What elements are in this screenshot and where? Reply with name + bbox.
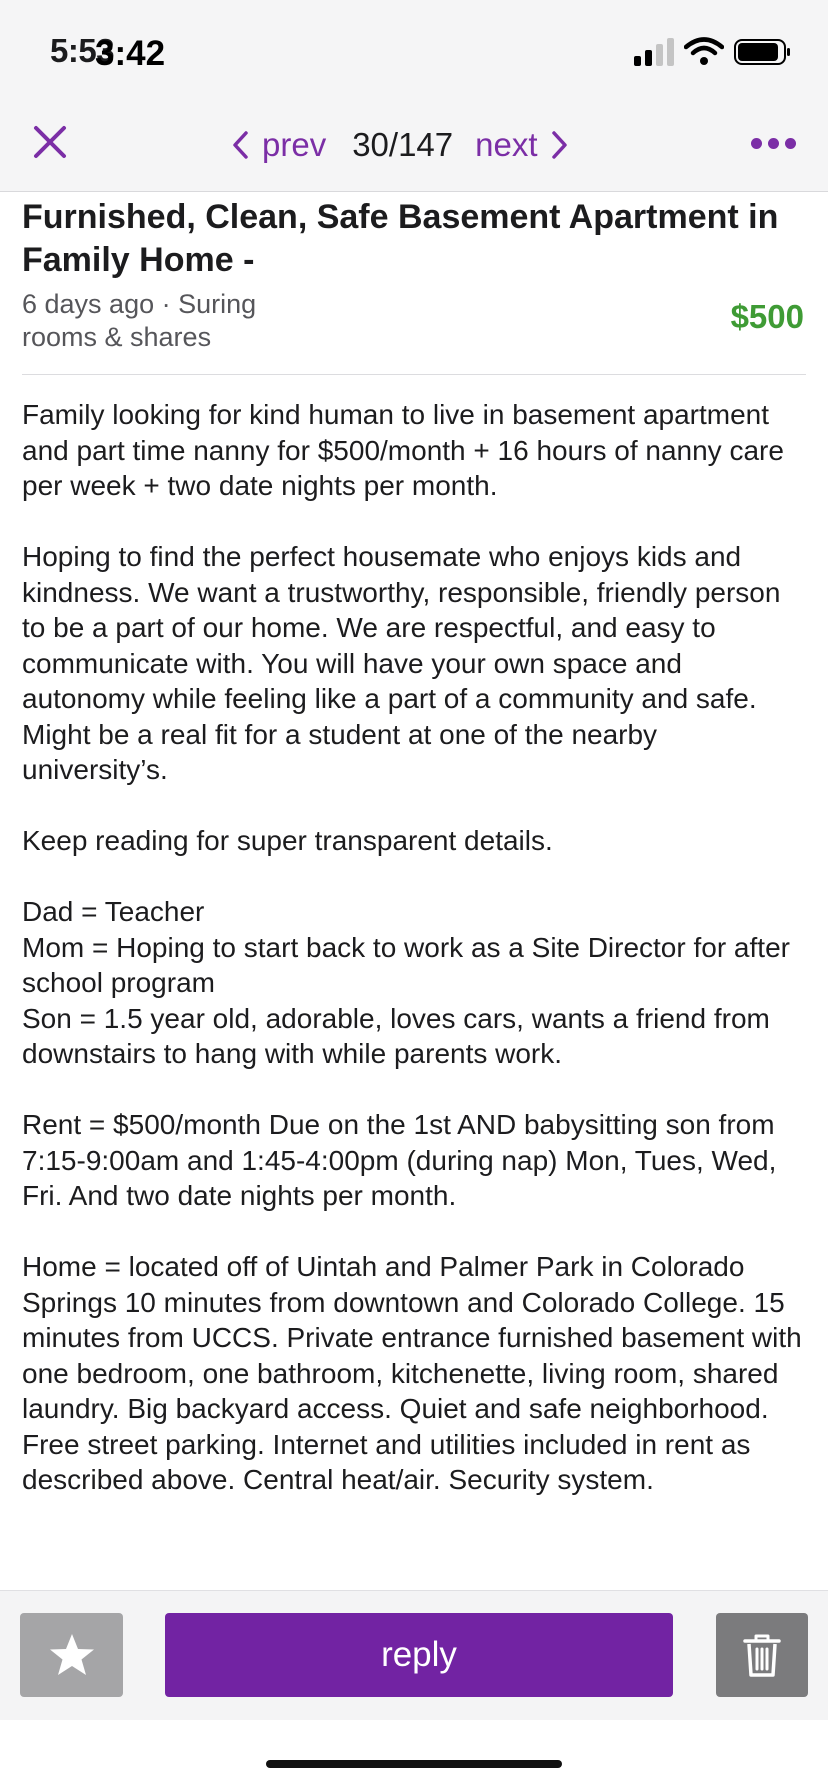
prev-label: prev (262, 126, 327, 163)
prev-button[interactable] (232, 126, 326, 164)
body-paragraph: Rent = $500/month Due on the 1st AND babysitting son from 7:15-9:00am and 1:45-4:00pm (during nap) Mon, Tues, Wed, Fri. And two date nights per month. (22, 1109, 777, 1211)
body-paragraph: Hoping to find the perfect housemate who enjoys kids and kindness. We want a trustworthy, responsible, friendly person to be a part of our home. We are respectful, and easy to communicate with. You will have your own space and autonomy while feeling like a part of a community and safe. Might be a real fit for a student at one of the nearby university’s. (22, 541, 781, 785)
battery-icon (734, 38, 792, 66)
chevron-left-icon (232, 131, 248, 159)
status-time-overlay: 3:42 (95, 34, 166, 73)
body-paragraph: Home = located off of Uintah and Palmer Park in Colorado Springs 10 minutes from downtown and Colorado College. 15 minutes from UCCS. Private entrance furnished basement with one bedroom, one bathroom, kitchenette, living room, shared laundry. Big backyard access. Quiet and safe neighborhood. Free street parking. Internet and utilities included in rent as described above. Central heat/air. Security system. (22, 1251, 802, 1495)
wifi-icon (684, 36, 724, 66)
listing-body (22, 397, 806, 1498)
body-paragraph: Family looking for kind human to live in basement apartment and part time nanny for $500/month + 16 hours of nanny care per week + two date nights per month. (22, 399, 784, 501)
listing-meta (22, 288, 322, 354)
divider (22, 374, 806, 375)
star-icon (48, 1632, 96, 1678)
status-time: 5:53 (50, 32, 115, 69)
close-icon[interactable] (30, 122, 70, 162)
reply-button[interactable]: reply (165, 1613, 673, 1697)
next-label: next (475, 126, 538, 163)
status-bar (0, 0, 828, 100)
listing-title: Furnished, Clean, Safe Basement Apartment in Family Home - (22, 198, 779, 279)
next-button[interactable] (475, 126, 567, 164)
body-line: Mom = Hoping to start back to work as a Site Director for after school program (22, 931, 790, 998)
action-bar (0, 1590, 828, 1720)
body-line: Son = 1.5 year old, adorable, loves cars, wants a friend from downstairs to hang with while parents work. (22, 1002, 770, 1069)
favorite-button[interactable] (20, 1613, 123, 1697)
listing-meta-row (22, 288, 806, 358)
cellular-signal-icon (634, 36, 674, 66)
delete-button[interactable] (716, 1613, 808, 1697)
body-line: Dad = Teacher (22, 896, 205, 927)
trash-icon (742, 1632, 782, 1678)
pager (232, 122, 568, 168)
listing-price: $500 (730, 298, 804, 335)
listing-nav-bar (0, 100, 828, 192)
more-horizontal-icon[interactable] (751, 138, 796, 149)
listing-category: rooms & shares (22, 322, 212, 352)
listing-posted-location: 6 days ago · Suring (22, 289, 257, 319)
body-paragraph: Keep reading for super transparent details. (22, 825, 553, 856)
chevron-right-icon (552, 131, 568, 159)
home-indicator[interactable] (266, 1760, 562, 1768)
listing-content (22, 196, 806, 1533)
status-icons (634, 36, 792, 66)
listing-counter: 30/147 (352, 126, 454, 163)
